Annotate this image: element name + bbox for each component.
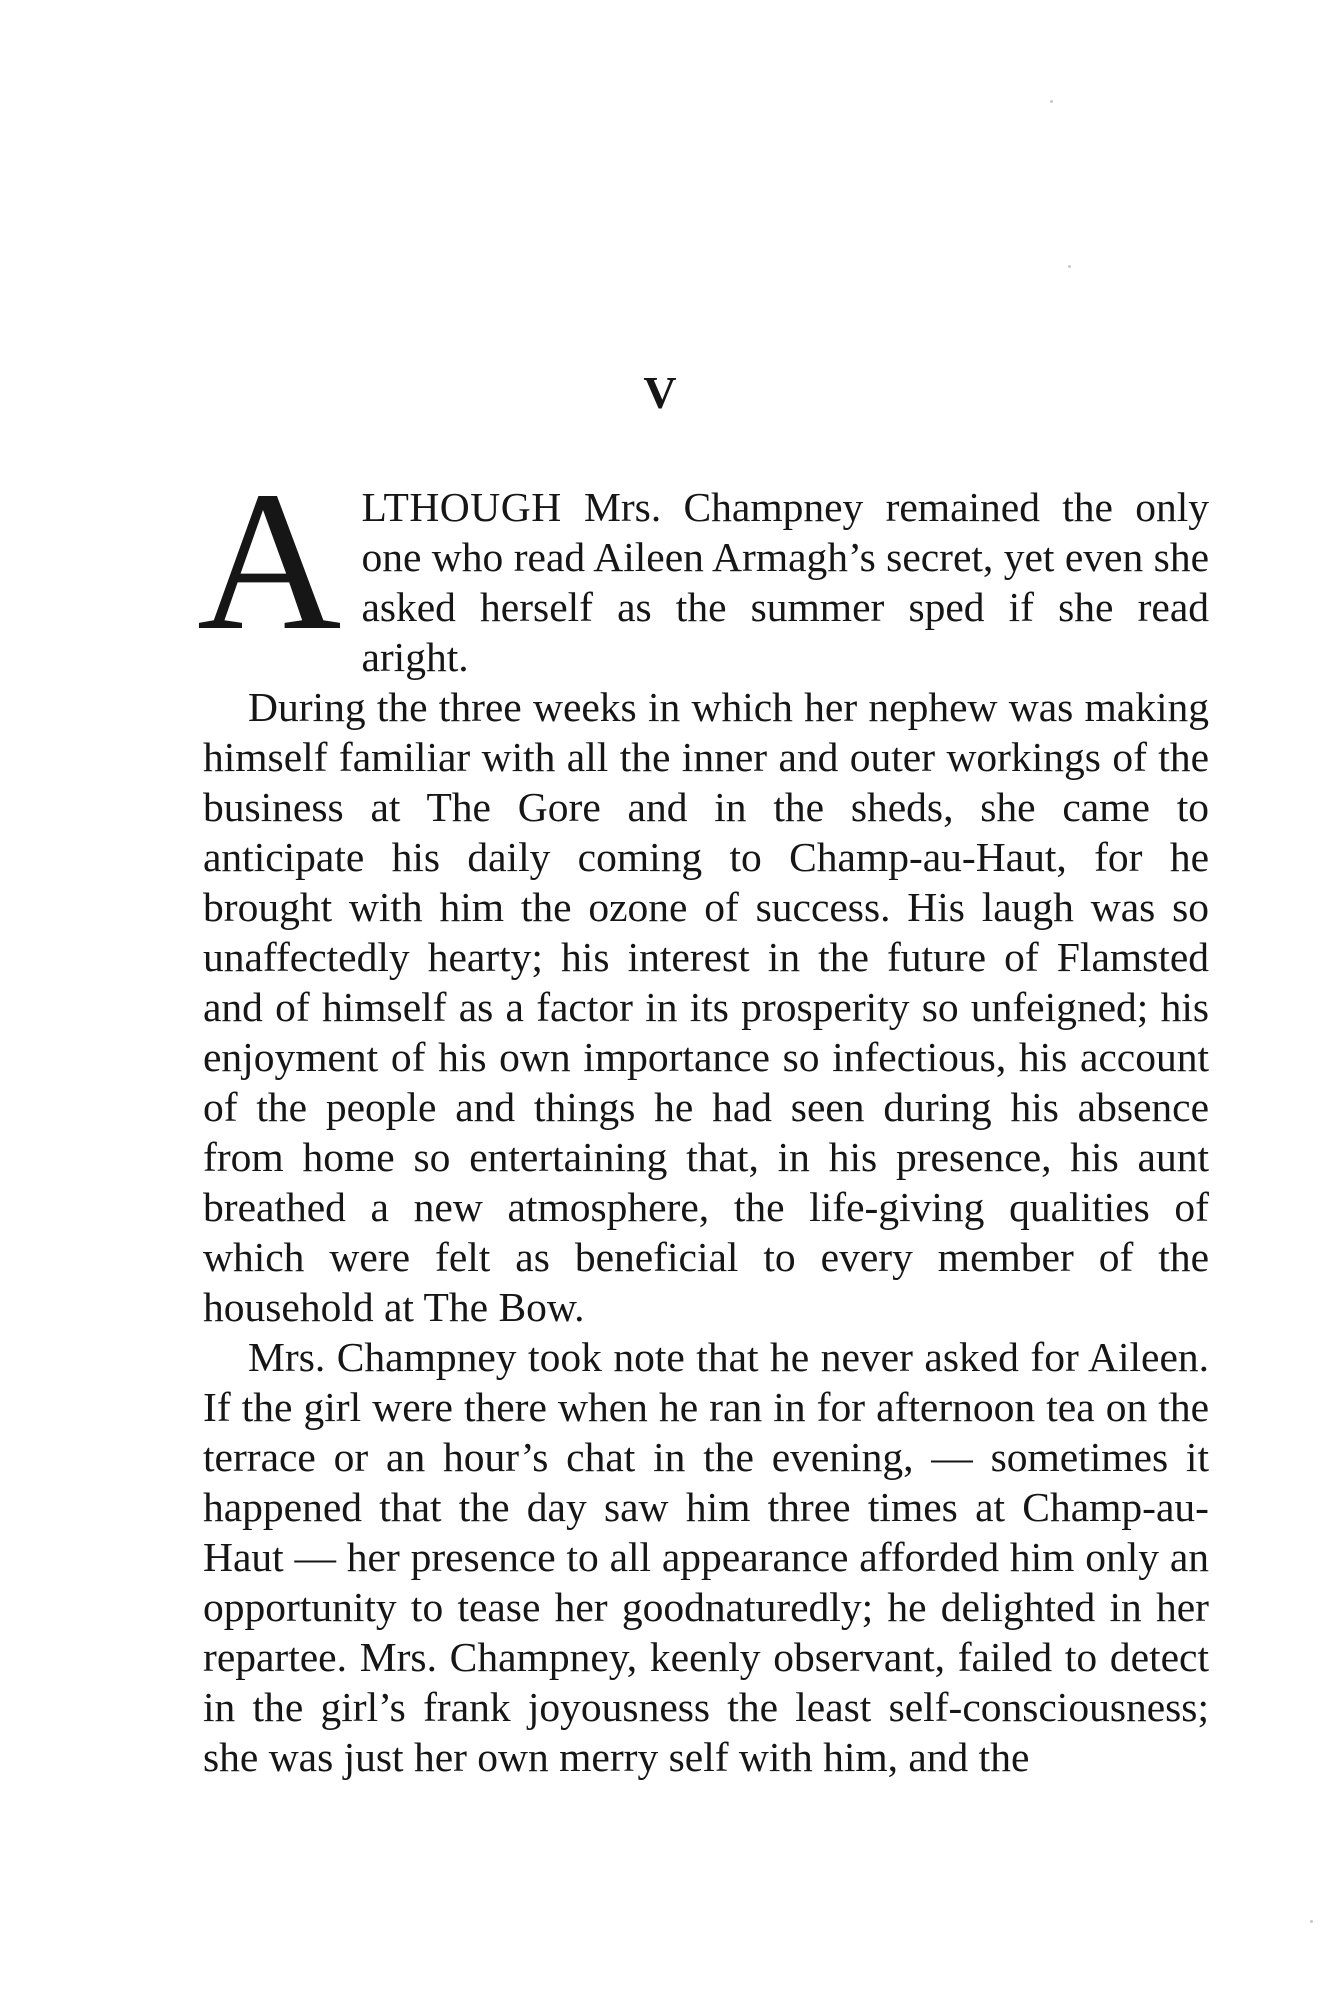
scan-speck — [1050, 100, 1053, 103]
scan-speck — [1310, 1920, 1313, 1923]
body-text — [197, 451, 1209, 1782]
scan-speck — [1068, 265, 1071, 268]
opening-paragraph — [197, 451, 1209, 682]
drop-cap: A — [197, 451, 342, 672]
chapter-number: V — [643, 367, 678, 418]
opening-small-caps: LTHOUGH — [361, 484, 562, 530]
paragraph: During the three weeks in which her nephew was making himself familiar with all the inner and outer workings of the business at The Gore and in the sheds, she came to anticipate his daily coming to Champ-au-Haut, for he brought with him the ozone of success. His laugh was so unaffectedly hearty; his interest in the future of Flamsted and of himself as a factor in its prosperity so unfeigned; his enjoyment of his own importance so infectious, his account of the people and things he had seen during his absence from home so entertaining that, in his presence, his aunt breathed a new atmosphere, the life-giving qualities of which were felt as beneficial to every member of the household at The Bow. — [203, 684, 1209, 1330]
paragraph: Mrs. Champney took note that he never asked for Aileen. If the girl were there when he ran in for afternoon tea on the terrace or an hour’s chat in the evening, — sometimes it happened that the day saw him three times at Champ-au-Haut — her presence to all appearance afforded him only an opportunity to tease her goodnaturedly; he delighted in her repartee. Mrs. Champney, keenly observant, failed to detect in the girl’s frank joyousness the least self-consciousness; she was just her own merry self with him, and the — [203, 1334, 1209, 1780]
opening-paragraph-text: Mrs. Champney remained the only one who read Aileen Armagh’s secret, yet even she asked herself as the summer sped if she read aright. — [361, 484, 1209, 680]
